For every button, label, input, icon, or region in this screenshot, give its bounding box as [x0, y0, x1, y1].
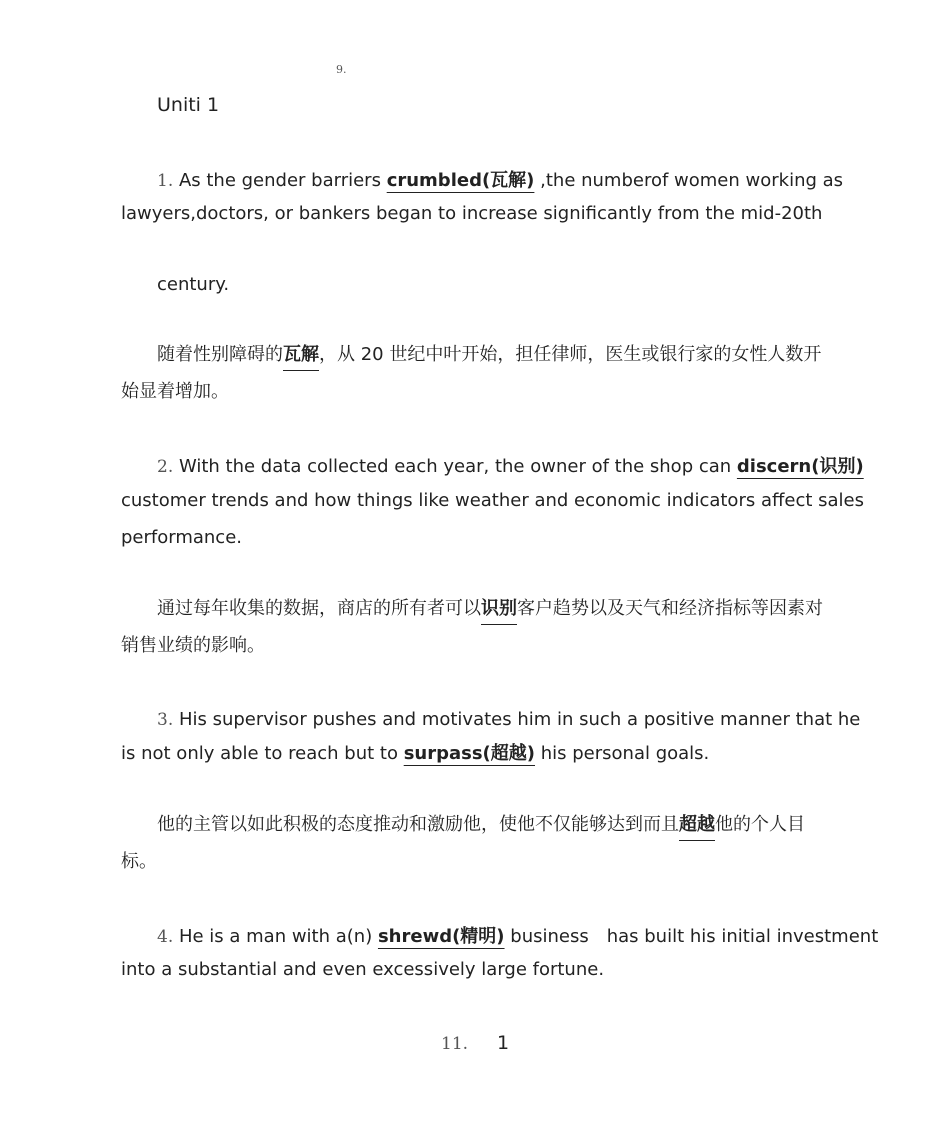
item-3-zh-text-b: 他的个人目: [715, 814, 805, 835]
item-2-en-line-1: [157, 456, 864, 478]
item-1-en-text-a: As the gender barriers: [173, 170, 387, 191]
item-1-en-line-1: [157, 170, 843, 192]
item-2-zh-line-2: 销售业绩的影响。: [121, 635, 265, 656]
item-3-zh-line-2: 标。: [121, 851, 157, 872]
item-3-zh-line-1: [157, 814, 805, 836]
item-2-en-line-3: performance.: [121, 527, 242, 548]
item-3-number: 3.: [157, 710, 174, 730]
item-1-en-line-2: lawyers,doctors, or bankers began to increase significantly from the mid-20th: [121, 203, 823, 224]
item-3-en-text-c: his personal goals.: [535, 743, 710, 764]
footer-marker: 11.: [441, 1034, 469, 1054]
item-1-zh-keyword: 瓦解: [283, 344, 319, 365]
item-3-zh-text-a: 他的主管以如此积极的态度推动和激励他，使他不仅能够达到而且: [157, 814, 679, 835]
item-4-en-text-b: business has built his initial investment: [504, 926, 879, 947]
item-3-en-text-b: is not only able to reach but to: [121, 743, 404, 764]
item-4-number: 4.: [157, 927, 174, 947]
item-1-zh-text-a: 随着性别障碍的: [157, 344, 283, 365]
unit-title: Uniti 1: [157, 94, 220, 116]
item-1-zh-line-1: [157, 344, 821, 366]
item-1-number: 1.: [157, 171, 174, 191]
item-3-zh-keyword: 超越: [679, 814, 715, 835]
item-4-en-line-2: into a substantial and even excessively large fortune.: [121, 959, 605, 980]
item-4-en-text-a: He is a man with a(n): [173, 926, 378, 947]
footer-page-number: 1: [497, 1032, 510, 1054]
item-1-keyword: crumbled(瓦解): [386, 170, 535, 191]
item-2-zh-text-a: 通过每年收集的数据，商店的所有者可以: [157, 598, 481, 619]
item-4-keyword: shrewd(精明): [377, 926, 505, 947]
item-2-number: 2.: [157, 457, 174, 477]
item-1-en-line-3: century.: [157, 274, 230, 295]
item-2-en-line-2: customer trends and how things like weather and economic indicators affect sales: [121, 490, 864, 511]
item-2-zh-line-1: [157, 598, 823, 620]
item-1-zh-line-2: 始显着增加。: [121, 381, 229, 402]
item-3-en-line-2: [121, 743, 709, 765]
item-3-en-text-a: His supervisor pushes and motivates him in such a positive manner that he: [173, 709, 861, 730]
item-2-zh-keyword: 识别: [481, 598, 517, 619]
item-3-en-line-1: [157, 709, 860, 731]
item-2-zh-text-b: 客户趋势以及天气和经济指标等因素对: [517, 598, 823, 619]
item-2-en-text-a: With the data collected each year, the owner of the shop can: [173, 456, 737, 477]
item-2-keyword: discern(识别): [736, 456, 864, 477]
item-4-en-line-1: [157, 926, 878, 948]
item-3-keyword: surpass(超越): [403, 743, 536, 764]
item-1-en-text-b: ,the numberof women working as: [534, 170, 844, 191]
item-1-zh-text-b: ，从 20 世纪中叶开始，担任律师，医生或银行家的女性人数开: [319, 344, 822, 365]
header-page-marker: 9.: [336, 63, 347, 76]
